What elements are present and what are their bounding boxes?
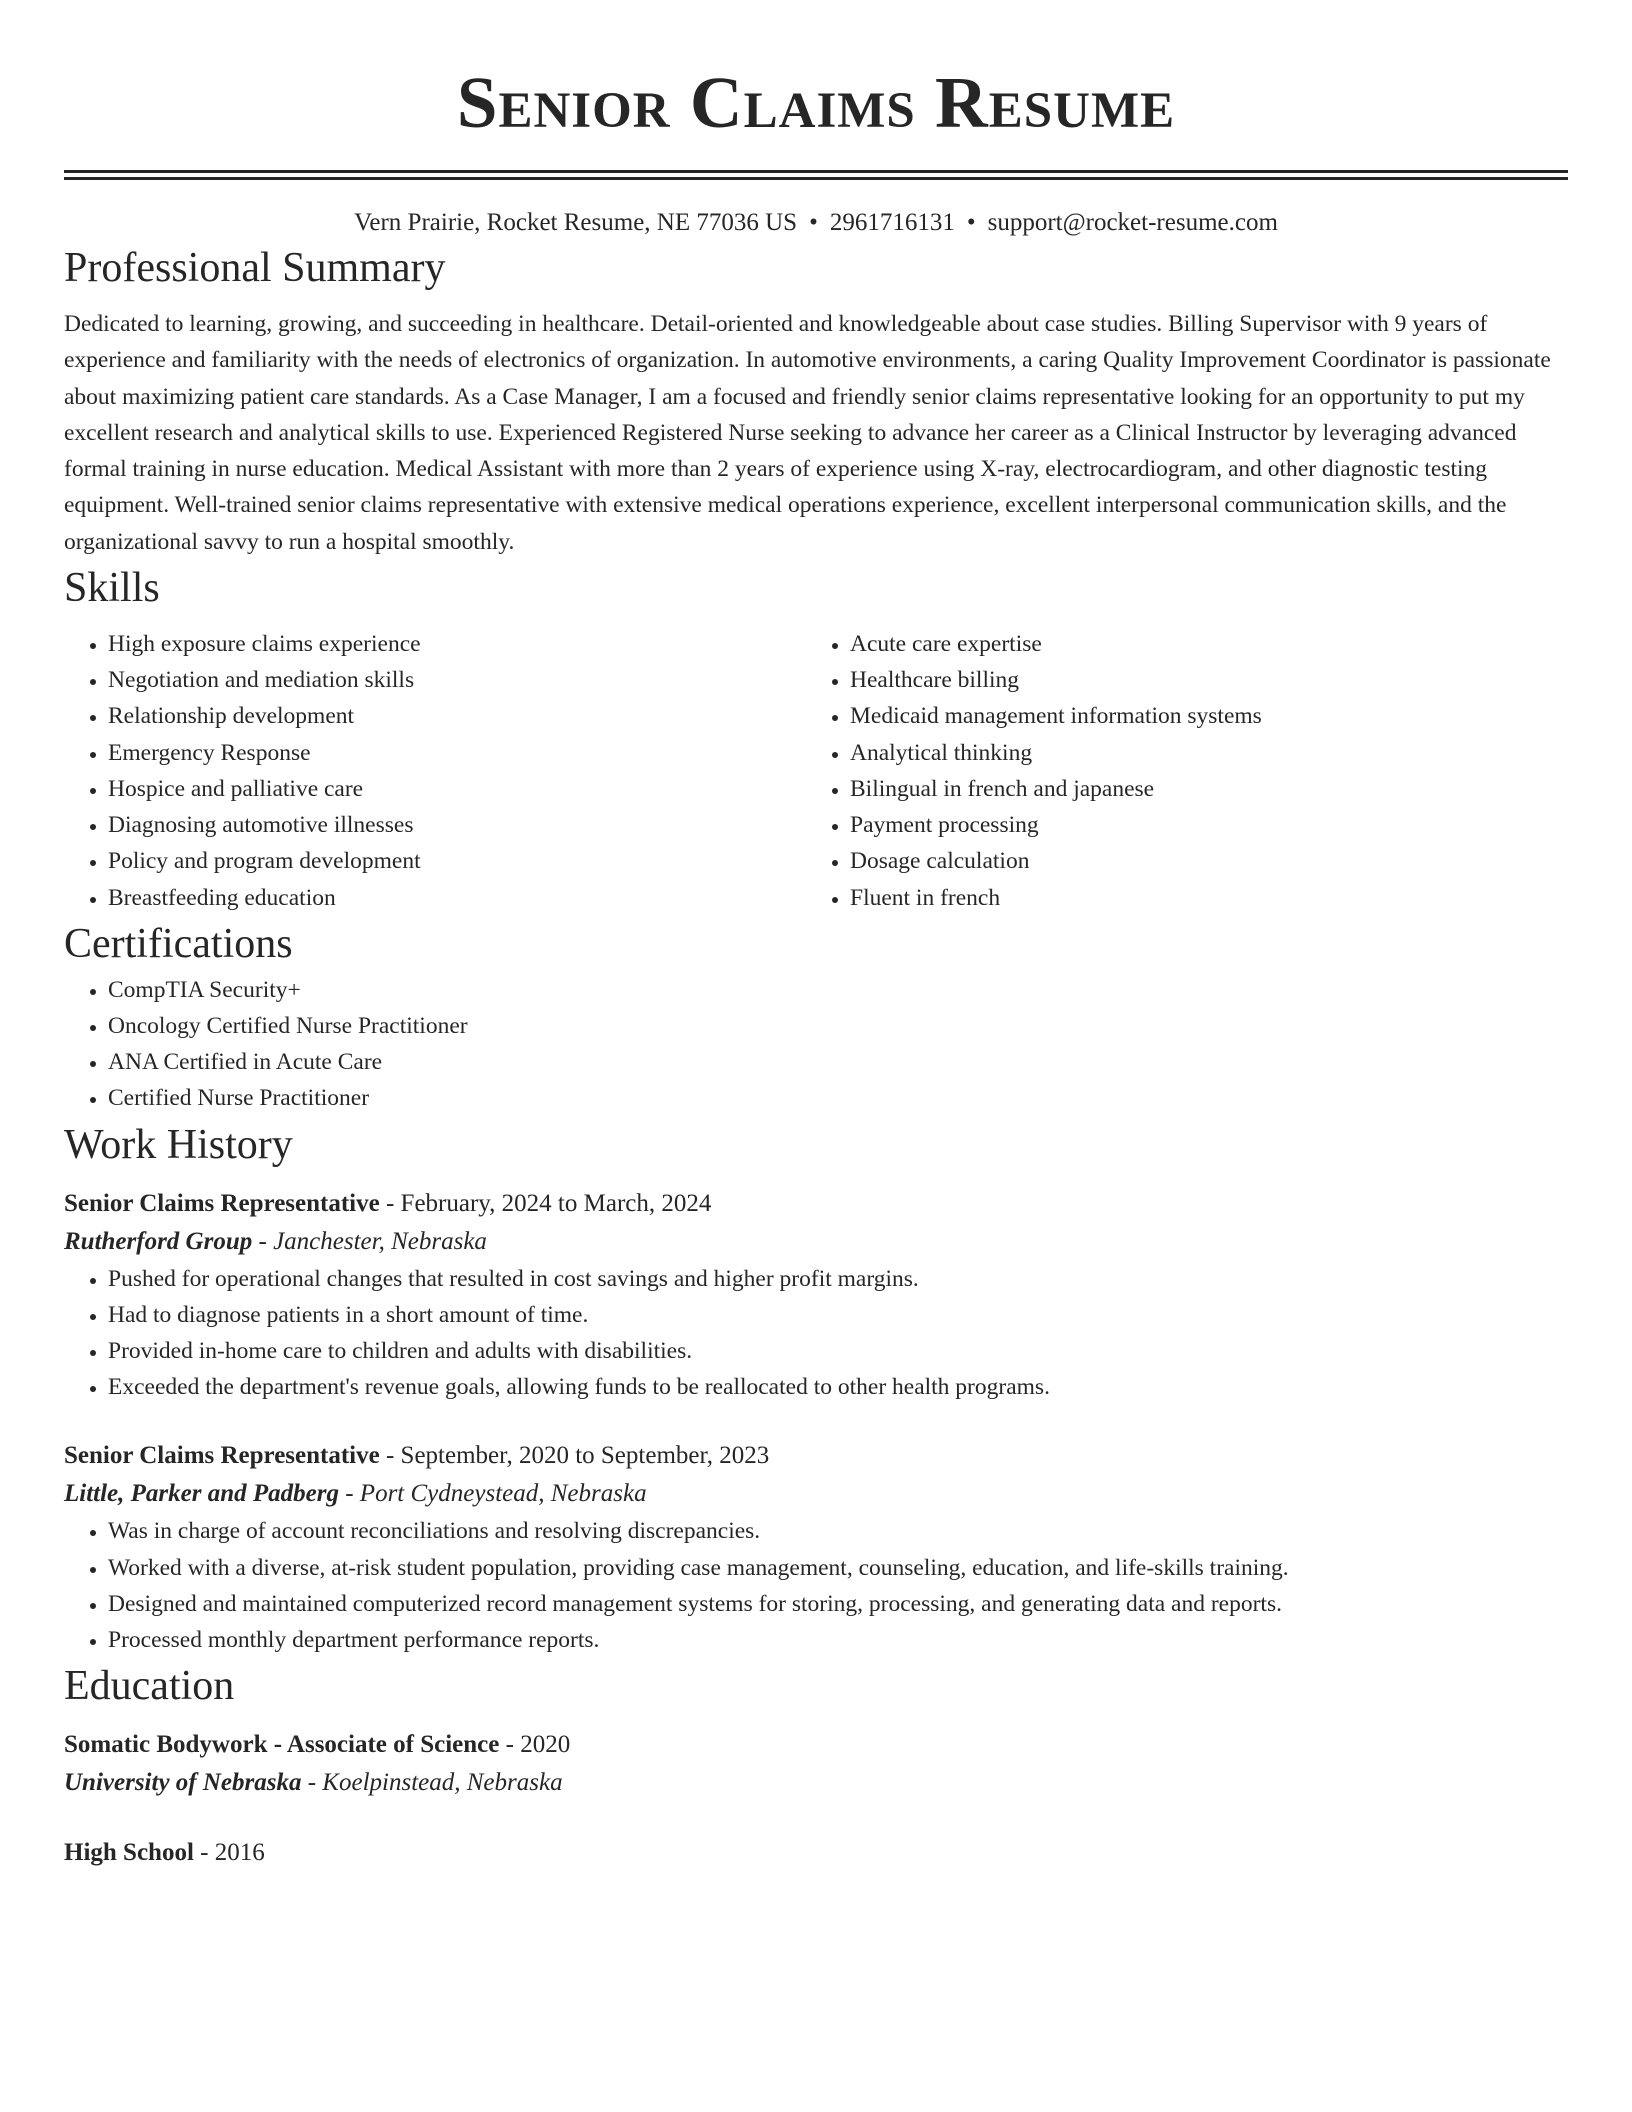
summary-heading: Professional Summary	[64, 245, 446, 291]
education-school: University of Nebraska	[64, 1769, 302, 1797]
contact-address: Vern Prairie, Rocket Resume, NE 77036 US	[354, 209, 798, 236]
certification-item: • Certified Nurse Practitioner	[108, 1080, 1568, 1116]
contact-separator: •	[966, 209, 976, 236]
resume-title: Senior Claims Resume	[456, 62, 1176, 143]
skill-item: • Policy and program development	[108, 843, 806, 879]
job-company-line	[64, 1223, 1568, 1261]
job-title-line	[64, 1185, 1568, 1223]
job-duty-item: • Pushed for operational changes that resulted in cost savings and higher profit margins.	[108, 1261, 1568, 1297]
certification-item: • Oncology Certified Nurse Practitioner	[108, 1008, 1568, 1044]
skill-item: • Acute care expertise	[850, 626, 1548, 662]
education-school-line	[64, 1764, 1568, 1802]
education-heading: Education	[64, 1663, 235, 1710]
education-degree: High School	[64, 1839, 194, 1867]
contact-line	[64, 206, 1568, 240]
skill-item: • Breastfeeding education	[108, 880, 806, 916]
job-company-line	[64, 1475, 1568, 1513]
education-location: - Koelpinstead, Nebraska	[301, 1769, 563, 1797]
skill-item: • Diagnosing automotive illnesses	[108, 807, 806, 843]
skills-column-right	[806, 626, 1548, 916]
job-duty-item: • Designed and maintained computerized record management systems for storing, processing, and generating data and reports.	[108, 1586, 1568, 1622]
education-year: - 2016	[193, 1839, 265, 1867]
skills-list-left	[64, 626, 806, 916]
education-degree-line	[64, 1834, 1568, 1872]
certification-item: • ANA Certified in Acute Care	[108, 1044, 1568, 1080]
job-duties-list	[64, 1261, 1568, 1406]
skills-column-left	[64, 626, 806, 916]
job-dates: - September, 2020 to September, 2023	[379, 1442, 770, 1470]
skill-item: • Emergency Response	[108, 735, 806, 771]
education-entry	[64, 1726, 1568, 1802]
skill-item: • Relationship development	[108, 698, 806, 734]
skills-list-right	[806, 626, 1548, 916]
job-company: Little, Parker and Padberg	[64, 1480, 339, 1508]
skill-item: • Bilingual in french and japanese	[850, 771, 1548, 807]
skills-grid	[64, 626, 1568, 916]
certifications-list	[64, 972, 1568, 1117]
skills-heading: Skills	[64, 565, 160, 612]
skill-item: • Fluent in french	[850, 880, 1548, 916]
contact-email: support@rocket-resume.com	[987, 209, 1278, 236]
skill-item: • Dosage calculation	[850, 843, 1548, 879]
job-entry	[64, 1185, 1568, 1406]
skill-item: • Analytical thinking	[850, 735, 1548, 771]
certifications-heading: Certifications	[64, 920, 293, 967]
education-entry	[64, 1834, 1568, 1872]
certification-item: • CompTIA Security+	[108, 972, 1568, 1008]
skill-item: • Healthcare billing	[850, 662, 1548, 698]
job-duty-item: • Was in charge of account reconciliations and resolving discrepancies.	[108, 1513, 1568, 1549]
job-location: - Port Cydneystead, Nebraska	[338, 1480, 647, 1508]
job-location: - Janchester, Nebraska	[252, 1227, 487, 1255]
job-duty-item: • Had to diagnose patients in a short amount of time.	[108, 1297, 1568, 1333]
job-duty-item: • Processed monthly department performance reports.	[108, 1622, 1568, 1658]
education-year: - 2020	[499, 1731, 571, 1759]
job-duty-item: • Worked with a diverse, at-risk student population, providing case management, counseling, education, and life-skills training.	[108, 1550, 1568, 1586]
contact-phone: 2961716131	[829, 209, 955, 236]
job-title: Senior Claims Representative	[64, 1189, 380, 1217]
work-history-heading: Work History	[64, 1121, 293, 1168]
job-duty-item: • Provided in-home care to children and adults with disabilities.	[108, 1333, 1568, 1369]
job-duties-list	[64, 1513, 1568, 1658]
job-title-line	[64, 1437, 1568, 1475]
skill-item: • Medicaid management information systems	[850, 698, 1548, 734]
contact-separator: •	[809, 209, 818, 236]
job-duty-item: • Exceeded the department's revenue goals, allowing funds to be reallocated to other health programs.	[108, 1369, 1568, 1405]
skill-item: • High exposure claims experience	[108, 626, 806, 662]
job-title: Senior Claims Representative	[64, 1442, 380, 1470]
title-divider	[64, 170, 1568, 180]
summary-text: Dedicated to learning, growing, and succeeding in healthcare. Detail-oriented and knowledgeable about case studies. Billing Supervisor with 9 years of experience and familiarity with the needs of electronics of organization. In automotive environments, a caring Quality Improvement Coordinator is passionate about maximizing patient care standards. As a Case Manager, I am a focused and friendly senior claims representative looking for an opportunity to put my excellent research and analytical skills to use. Experienced Registered Nurse seeking to advance her career as a Clinical Instructor by leveraging advanced formal training in nurse education. Medical Assistant with more than 2 years of experience using X-ray, electrocardiogram, and other diagnostic testing equipment. Well-trained senior claims representative with extensive medical operations experience, excellent interpersonal communication skills, and the organizational savvy to run a hospital smoothly.	[64, 311, 1551, 555]
job-company: Rutherford Group	[64, 1227, 253, 1255]
job-dates: - February, 2024 to March, 2024	[379, 1189, 712, 1217]
education-degree-line	[64, 1726, 1568, 1764]
skill-item: • Hospice and palliative care	[108, 771, 806, 807]
job-entry	[64, 1437, 1568, 1658]
skill-item: • Payment processing	[850, 807, 1548, 843]
skill-item: • Negotiation and mediation skills	[108, 662, 806, 698]
education-degree: Somatic Bodywork - Associate of Science	[64, 1731, 500, 1759]
